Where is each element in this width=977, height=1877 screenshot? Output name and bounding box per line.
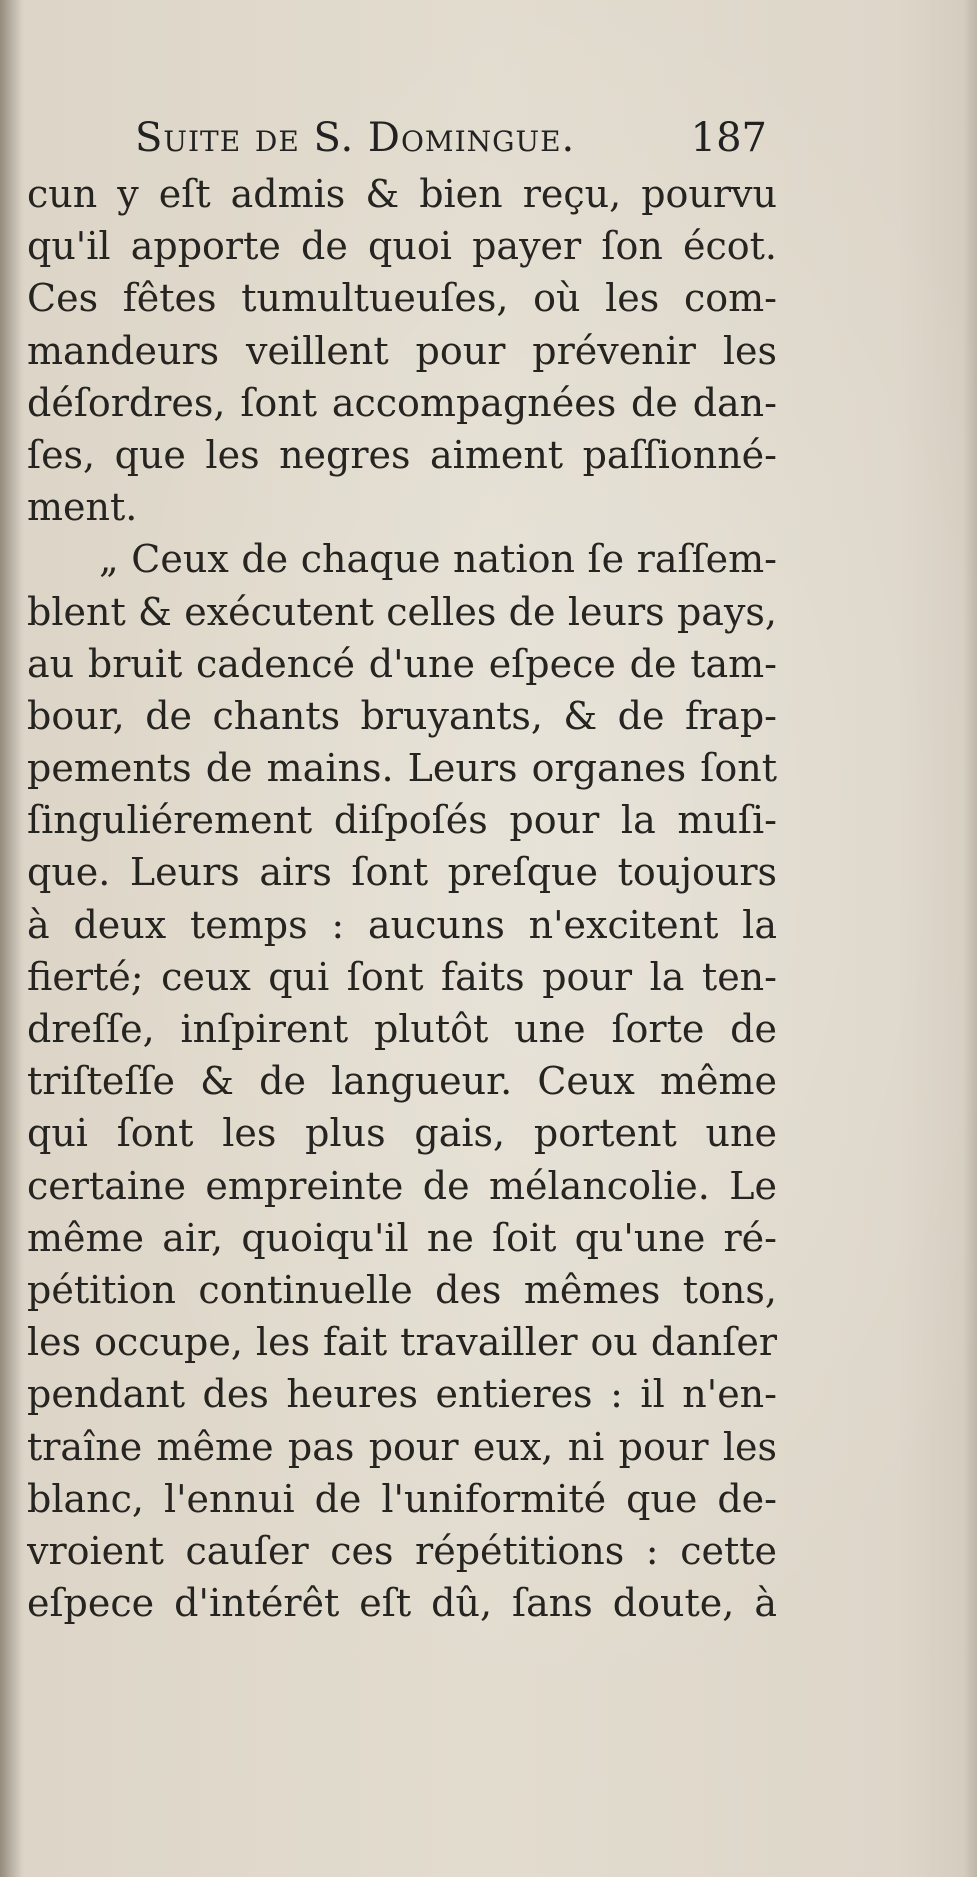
text-line: ment. bbox=[27, 485, 138, 530]
text-line: mandeurs veillent pour prévenir les bbox=[27, 328, 777, 373]
text-line: qu'il apporte de quoi payer ſon écot. bbox=[27, 224, 777, 269]
text-line: vroient cauſer ces répétitions : cette bbox=[27, 1528, 777, 1573]
body-text bbox=[27, 168, 777, 1629]
text-line: cun y eſt admis & bien reçu, pourvu bbox=[27, 172, 777, 216]
text-line: ſes, que les negres aiment paſſionné- bbox=[27, 432, 777, 477]
text-line: dreſſe, inſpirent plutôt une ſorte de bbox=[27, 1007, 777, 1051]
text-line: même air, quoiqu'il ne ſoit qu'une ré- bbox=[27, 1215, 777, 1260]
text-line: blent & exécutent celles de leurs pays, bbox=[27, 589, 777, 634]
text-line: au bruit cadencé d'une eſpece de tam- bbox=[27, 641, 777, 686]
text-line: triſteſſe & de langueur. Ceux même bbox=[27, 1059, 777, 1104]
text-line: „ Ceux de chaque nation ſe raſſem- bbox=[99, 537, 777, 582]
text-line: à deux temps : aucuns n'excitent la bbox=[27, 902, 777, 947]
running-head bbox=[135, 112, 775, 164]
text-line: Ces fêtes tumultueuſes, où les com- bbox=[27, 276, 777, 321]
page-number: 187 bbox=[690, 115, 767, 161]
text-line: eſpece d'intérêt eſt dû, ſans doute, à bbox=[27, 1581, 777, 1626]
text-line: ſinguliérement diſpoſés pour la muſi- bbox=[27, 798, 777, 843]
text-line: qui ſont les plus gais, portent une bbox=[27, 1111, 777, 1156]
running-head-title: Suite de S. Domingue. bbox=[135, 115, 576, 161]
text-line: pétition continuelle des mêmes tons, bbox=[27, 1267, 777, 1312]
text-line: fierté; ceux qui ſont faits pour la ten- bbox=[27, 954, 777, 999]
text-line: pements de mains. Leurs organes ſont bbox=[27, 746, 777, 791]
text-line: déſordres, ſont accompagnées de dan- bbox=[27, 380, 777, 425]
text-line: traîne même pas pour eux, ni pour les bbox=[27, 1424, 777, 1469]
text-line: que. Leurs airs ſont preſque toujours bbox=[27, 850, 777, 895]
text-line: blanc, l'ennui de l'uniformité que de- bbox=[27, 1476, 777, 1521]
text-line: certaine empreinte de mélancolie. Le bbox=[27, 1163, 777, 1208]
text-line: les occupe, les fait travailler ou danſer bbox=[27, 1320, 777, 1365]
gutter-shadow bbox=[0, 0, 22, 1877]
text-line: bour, de chants bruyants, & de frap- bbox=[27, 693, 777, 738]
page-edge-shadow bbox=[963, 0, 977, 1877]
text-line: pendant des heures entieres : il n'en- bbox=[27, 1372, 777, 1417]
